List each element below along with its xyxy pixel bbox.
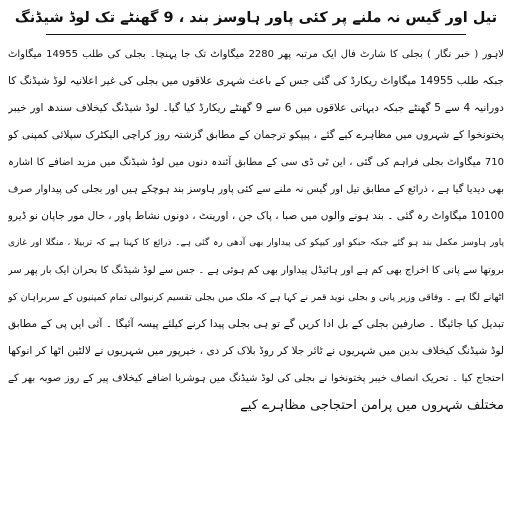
headline: تیل اور گیس نہ ملنے پر کئی پاور ہاوسز بند ، 9 گھنٹے تک لوڈ شیڈنگ xyxy=(14,10,498,26)
article-line: بھی دیدیا گیا ہے ، ذرائع کے مطابق تیل اور گیس نہ ملنے سے کئی پاور ہاوسز بند ہوچکے ہیں اور بجلی کی پیداوار صرف xyxy=(8,184,504,195)
article-line: اٹھانے لگا ہے ۔ وفاقی وزیر پانی و بجلی نوید قمر نے کہا ہے کہ ملک میں بجلی تقسیم کرنیوالی تمام کمپنیوں کے سربراہان کو xyxy=(8,292,504,303)
article-line: احتجاج کیا ۔ تحریک انصاف خیبر پختونخوا نے بجلی کی لوڈ شیڈنگ میں ہوشربا اضافے کیخلاف پیر کے روز صوبہ بھر کے xyxy=(8,373,504,384)
article-line: تبدیل کیا جائیگا ۔ صارفین بجلی کے بل ادا کریں گے تو ہی بجلی پیدا کرنے کیلئے پیسہ آئیگا ۔ آئی ایں پی کے مطابق xyxy=(8,318,504,330)
article-line: بروتھا سے پانی کا اخراج بھی کم ہے اور ہائیڈل پیداوار بھی کم ہوئی ہے ۔ جس سے لوڈ شیڈنگ کا بحران ایک بار پھر سر xyxy=(8,265,504,276)
article-line: لاہور ( خبر نگار ) بجلی کا شارٹ فال ایک مرتبہ پھر 2280 میگاواٹ تک جا پہنچا۔ بجلی کی طلب 14955 میگاواٹ xyxy=(8,49,504,60)
article-line: 710 میگاواٹ بجلی فراہم کی گئی ، این ٹی ڈی سی کے مطابق آئندہ دنوں میں لوڈ شیڈنگ میں مزید اضافے کا اشارہ xyxy=(8,157,504,168)
article-line: پاور ہاوسز مکمل بند ہو گئے جبکہ حبکو اور کیپکو کی پیداوار بھی آدھی رہ گئی ہے۔ ذرائع کا کہنا ہے کہ تربیلا ، منگلا اور غازی xyxy=(8,238,504,248)
article-line: مختلف شہروں میں پرامن احتجاجی مظاہرے کیے xyxy=(240,398,504,413)
article-line: جبکہ طلب 14955 میگاواٹ ریکارڈ کی گئی جس کے باعث شہری علاقوں میں بجلی کی غیر اعلانیہ لوڈ شیڈنگ کا xyxy=(8,75,504,87)
article-line: لوڈ شیڈنگ کیخلاف بدین میں شہریوں نے ٹائر جلا کر روڈ بلاک کر دی ، خیرپور میں شہریوں نے لالٹین اٹھا کر انوکھا xyxy=(8,345,504,357)
headline-underline xyxy=(46,34,466,35)
article-line: دورانیہ 4 سے 5 گھنٹے جبکہ دیہاتی علاقوں میں 6 سے 9 گھنٹے ریکارڈ کیا گیا۔ لوڈ شیڈنگ کیخلاف سندھ اور خیبر xyxy=(8,102,504,114)
article-line: پختونخوا کے شہروں میں مظاہرے کیے گئے ، پیپکو ترجمان کے مطابق گزشتہ روز کراچی الیکٹرک سپلائی کمپنی کو xyxy=(8,129,504,141)
article-body xyxy=(8,41,504,419)
article-line: 10100 میگاواٹ رہ گئی ۔ بند ہونے والوں میں صبا ، پاک جن ، اورینٹ ، دونوں نشاط پاور ، حال مور جاپان نو ڈیرو xyxy=(8,210,504,222)
